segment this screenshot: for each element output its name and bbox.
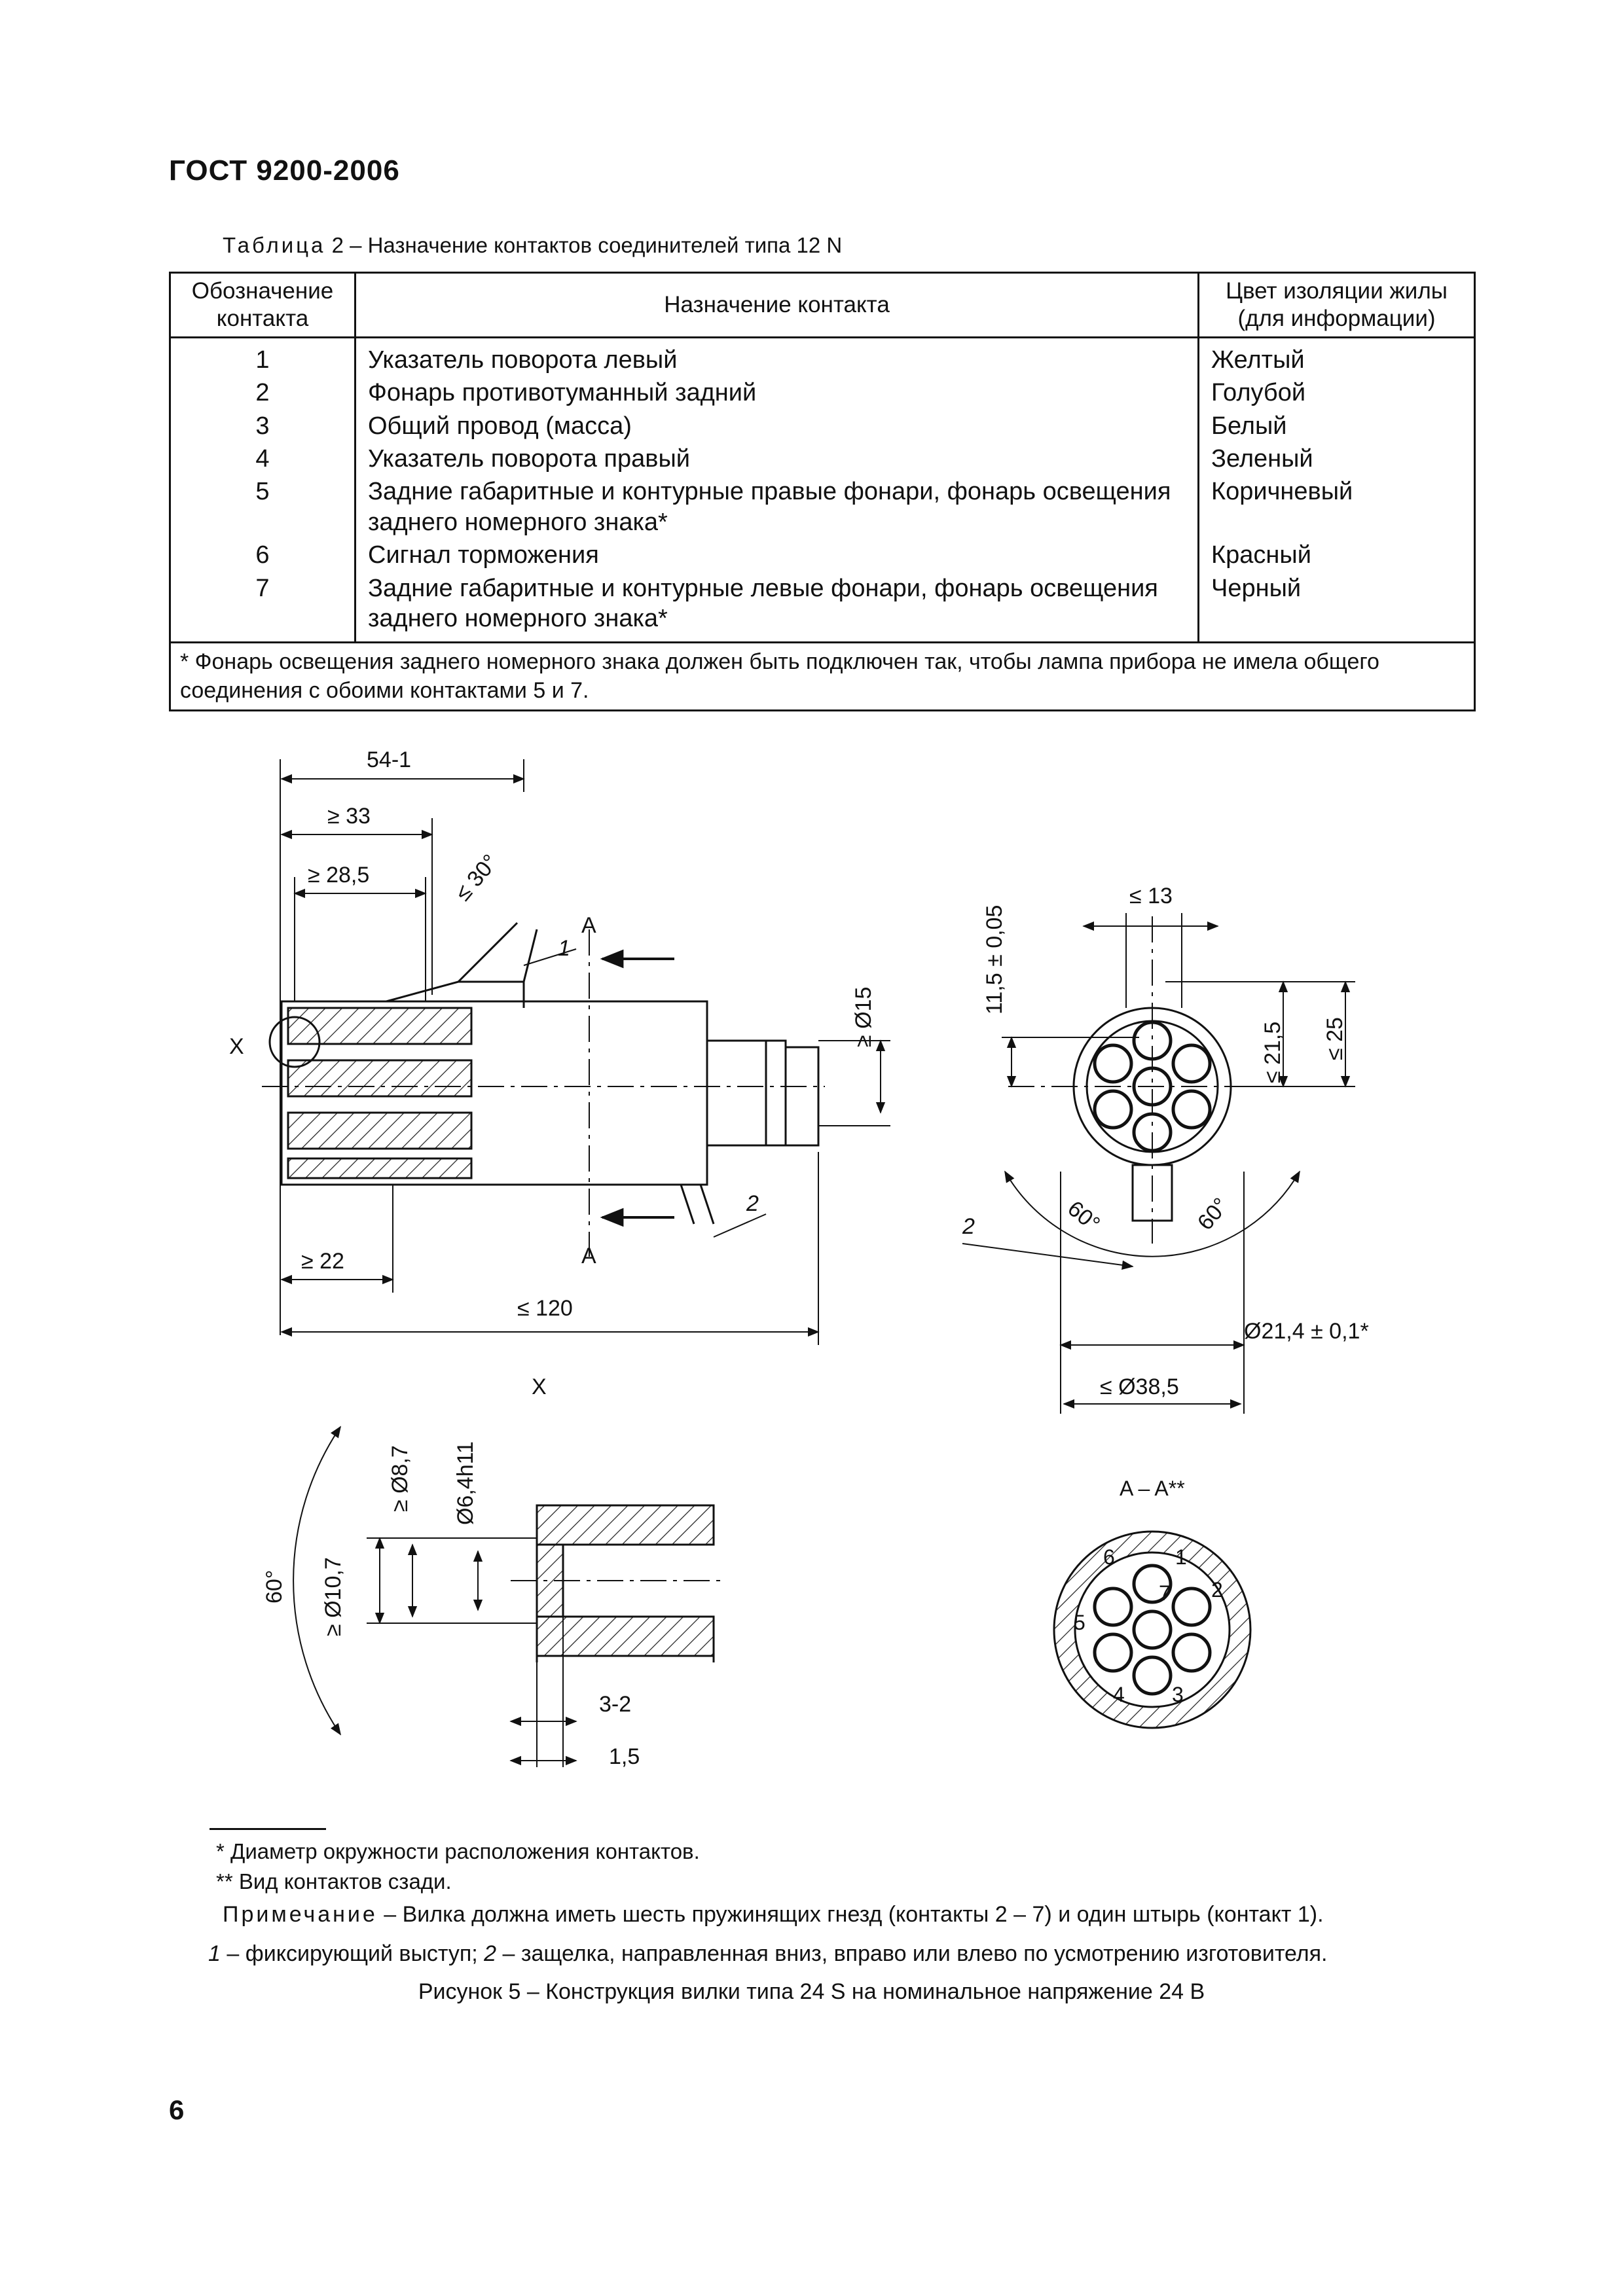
dim-width-13: ≤ 13	[1129, 884, 1173, 908]
contact-number: 1	[170, 338, 356, 377]
footnote-circle-diameter: * Диаметр окружности расположения контактов.	[216, 1839, 700, 1863]
table-caption-text: 2 – Назначение контактов соединителей типа 12 N	[331, 233, 843, 257]
footnote-separator	[210, 1828, 326, 1830]
contact-color: Коричневый	[1199, 475, 1475, 539]
contact-color: Черный	[1199, 572, 1475, 643]
dim-angle-60-detail: 60°	[262, 1570, 287, 1604]
front-view-labels	[962, 884, 1369, 1399]
leader-label-2: 2	[746, 1191, 759, 1216]
legend-text-1: – фиксирующий выступ;	[227, 1941, 478, 1966]
figure-caption: Рисунок 5 – Конструкция вилки типа 24 S на номинальное напряжение 24 В	[418, 1979, 1205, 2004]
contact-label-1: 1	[1175, 1545, 1187, 1569]
header-insulation-color: Цвет изоляции жилы (для информации)	[1199, 273, 1475, 338]
dim-diameter-38-5: ≤ Ø38,5	[1100, 1374, 1179, 1399]
dim-diameter-10-7: ≥ Ø10,7	[321, 1557, 346, 1636]
contact-color: Желтый	[1199, 338, 1475, 377]
leader-label-2-front: 2	[962, 1214, 975, 1239]
detail-view-x	[293, 1427, 720, 1767]
section-title: A – A**	[1120, 1477, 1185, 1500]
dim-diameter-6-4: Ø6,4h11	[453, 1441, 478, 1525]
contact-label-3: 3	[1172, 1683, 1184, 1706]
dim-length-22: ≥ 22	[301, 1249, 344, 1274]
dim-length-1-5: 1,5	[609, 1744, 640, 1769]
dim-length-54: 54-1	[367, 747, 412, 772]
contact-label-6: 6	[1103, 1545, 1115, 1569]
dim-angle-60-right: 60°	[1192, 1193, 1233, 1235]
footnote-rear-view: ** Вид контактов сзади.	[216, 1869, 452, 1893]
contact-purpose: Фонарь противотуманный задний	[356, 376, 1199, 409]
table-footnote: * Фонарь освещения заднего номерного знака должен быть подключен так, чтобы лампа прибора не имела общего соединения с обоими контактами 5 и 7.	[170, 643, 1475, 710]
dim-length-3: 3-2	[599, 1692, 632, 1717]
detail-title-x: X	[532, 1374, 547, 1399]
header-contact-purpose: Назначение контакта	[356, 273, 1199, 338]
dim-diameter-21-4: Ø21,4 ± 0,1*	[1244, 1319, 1369, 1344]
contact-number: 7	[170, 572, 356, 643]
contact-label-4: 4	[1113, 1683, 1125, 1706]
contact-color: Красный	[1199, 539, 1475, 571]
contact-number: 5	[170, 475, 356, 539]
header-contact-id: Обозначение контакта	[170, 273, 356, 338]
figure-note	[223, 1902, 1324, 1928]
contact-purpose: Сигнал торможения	[356, 539, 1199, 571]
figure-legend	[208, 1941, 1328, 1967]
legend-number-1: 1	[208, 1941, 221, 1966]
contact-label-5: 5	[1074, 1611, 1085, 1634]
dim-length-120: ≤ 120	[517, 1296, 573, 1321]
page-number: 6	[169, 2094, 185, 2125]
dim-length-33: ≥ 33	[327, 804, 371, 829]
contact-purpose: Задние габаритные и контурные левые фонари, фонарь освещения заднего номерного знака*	[356, 572, 1199, 643]
note-text: – Вилка должна иметь шесть пружинящих гнезд (контакты 2 – 7) и один штырь (контакт 1).	[384, 1902, 1324, 1927]
contact-number: 2	[170, 376, 356, 409]
contact-color: Зеленый	[1199, 442, 1475, 475]
contact-number: 4	[170, 442, 356, 475]
legend-number-2: 2	[484, 1941, 497, 1966]
section-mark-a-top: A	[581, 913, 596, 938]
dim-offset-11-5: 11,5 ± 0,05	[982, 905, 1007, 1014]
contact-number: 6	[170, 539, 356, 571]
contact-purpose: Общий провод (масса)	[356, 410, 1199, 442]
table-caption-word: Таблица	[223, 233, 326, 257]
contact-label-2: 2	[1211, 1578, 1223, 1602]
dim-angle-60-left: 60°	[1063, 1196, 1105, 1237]
contact-label-7: 7	[1159, 1581, 1171, 1605]
dim-height-25: ≤ 25	[1322, 1017, 1347, 1060]
contact-purpose: Задние габаритные и контурные правые фонари, фонарь освещения заднего номерного знака*	[356, 475, 1199, 539]
contact-purpose: Указатель поворота правый	[356, 442, 1199, 475]
section-mark-a-bottom: A	[581, 1244, 596, 1268]
leader-label-1: 1	[558, 936, 570, 961]
contact-purpose: Указатель поворота левый	[356, 338, 1199, 377]
dim-height-21-5: ≤ 21,5	[1260, 1021, 1285, 1083]
side-view	[262, 759, 890, 1345]
contact-number: 3	[170, 410, 356, 442]
dim-length-28-5: ≥ 28,5	[308, 863, 370, 888]
dim-diameter-8-7: ≥ Ø8,7	[388, 1445, 412, 1512]
document-header: ГОСТ 9200-2006	[169, 154, 400, 187]
contact-color: Голубой	[1199, 376, 1475, 409]
legend-text-2: – защелка, направленная вниз, вправо или влево по усмотрению изготовителя.	[502, 1941, 1328, 1966]
detail-view-labels	[262, 1374, 640, 1769]
note-label: Примечание	[223, 1902, 378, 1927]
dim-diameter-15: ≥ Ø15	[851, 986, 876, 1047]
contact-color: Белый	[1199, 410, 1475, 442]
dim-angle-30: ≤ 30°	[450, 850, 503, 906]
detail-mark-x: X	[229, 1034, 244, 1059]
